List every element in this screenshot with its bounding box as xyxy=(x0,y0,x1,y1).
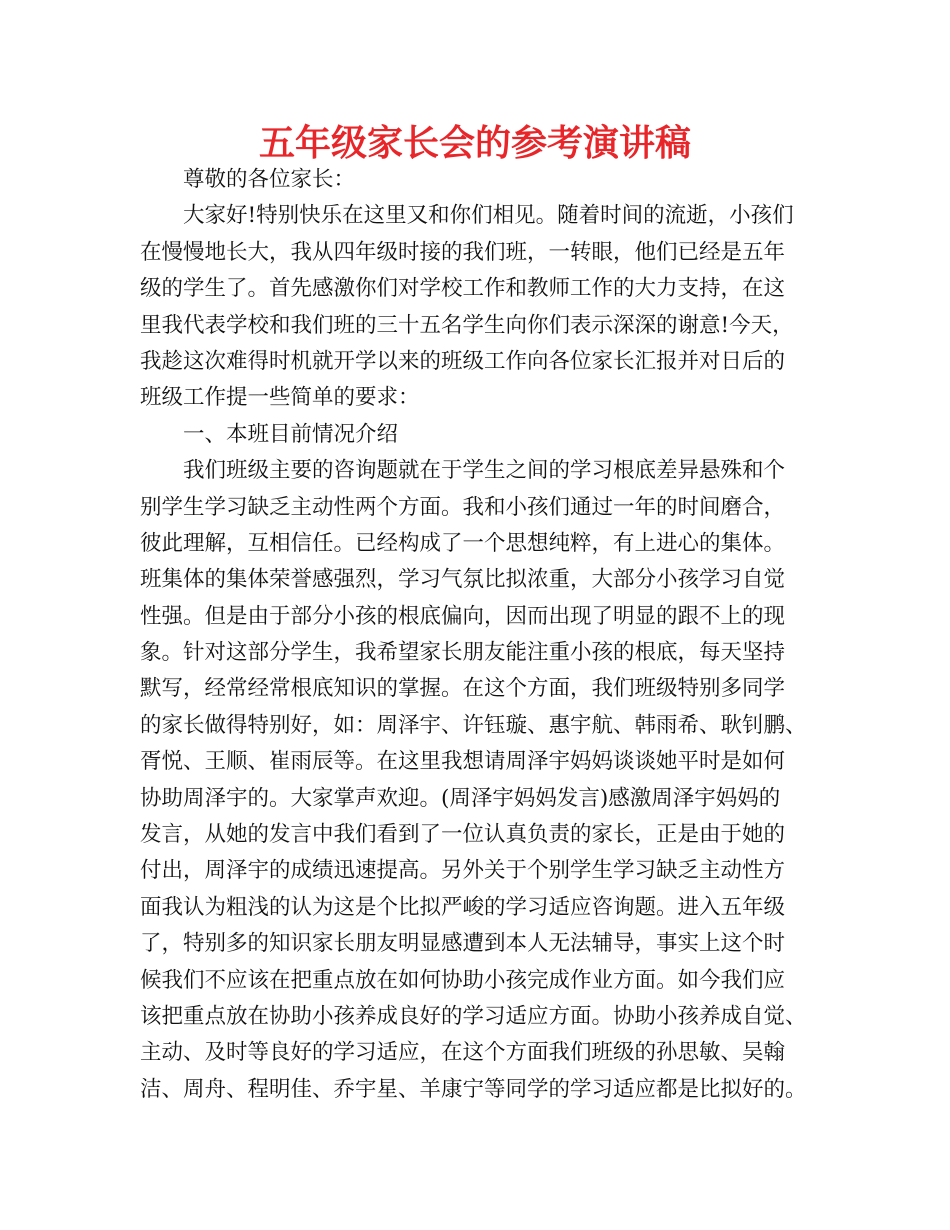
document-title: 五年级家长会的参考演讲稿 xyxy=(258,123,691,164)
text-line: 彼此理解，互相信任。已经构成了一个思想纯粹，有上进心的集体。 xyxy=(140,530,786,556)
document-body xyxy=(140,162,830,1108)
text-line: 班集体的集体荣誉感强烈，学习气氛比拟浓重，大部分小孩学习自觉 xyxy=(140,567,786,593)
text-line: 象。针对这部分学生，我希望家长朋友能注重小孩的根底，每天坚持 xyxy=(140,640,786,666)
text-line: 班级工作提一些简单的要求： xyxy=(140,385,420,411)
text-line: 级的学生了。首先感激你们对学校工作和教师工作的大力支持，在这 xyxy=(140,276,786,302)
text-line: 性强。但是由于部分小孩的根底偏向，因而出现了明显的跟不上的现 xyxy=(140,603,786,629)
text-line: 的家长做得特别好，如：周泽宇、许钰璇、惠宇航、韩雨希、耿钊鹏、 xyxy=(140,712,807,738)
text-line: 大家好!特别快乐在这里又和你们相见。随着时间的流逝，小孩们 xyxy=(183,203,794,229)
text-line: 该把重点放在协助小孩养成良好的学习适应方面。协助小孩养成自觉、 xyxy=(140,1003,807,1029)
text-line: 我趁这次难得时机就开学以来的班级工作向各位家长汇报并对日后的 xyxy=(140,348,786,374)
text-line: 尊敬的各位家长： xyxy=(183,167,356,192)
text-line: 了，特别多的知识家长朋友明显感遭到本人无法辅导，事实上这个时 xyxy=(140,931,786,957)
text-line: 协助周泽宇的。大家掌声欢迎。(周泽宇妈妈发言)感激周泽宇妈妈的 xyxy=(140,785,781,811)
text-line: 在慢慢地长大，我从四年级时接的我们班，一转眼，他们已经是五年 xyxy=(140,239,786,265)
text-line: 里我代表学校和我们班的三十五名学生向你们表示深深的谢意!今天， xyxy=(140,312,794,338)
text-line: 一、本班目前情况介绍 xyxy=(183,421,399,447)
text-line: 胥悦、王顺、崔雨辰等。在这里我想请周泽宇妈妈谈谈她平时是如何 xyxy=(140,749,786,775)
text-line: 面我认为粗浅的认为这是个比拟严峻的学习适应咨询题。进入五年级 xyxy=(140,894,786,920)
text-line: 发言，从她的发言中我们看到了一位认真负责的家长，正是由于她的 xyxy=(140,822,786,848)
text-line: 默写，经常经常根底知识的掌握。在这个方面，我们班级特别多同学 xyxy=(140,676,786,702)
text-line: 别学生学习缺乏主动性两个方面。我和小孩们通过一年的时间磨合， xyxy=(140,494,786,520)
text-line: 洁、周舟、程明佳、乔宇星、羊康宁等同学的学习适应都是比拟好的。 xyxy=(140,1076,807,1102)
text-line: 候我们不应该在把重点放在如何协助小孩完成作业方面。如今我们应 xyxy=(140,967,786,993)
text-line: 付出，周泽宇的成绩迅速提高。另外关于个别学生学习缺乏主动性方 xyxy=(140,858,786,884)
text-line: 我们班级主要的咨询题就在于学生之间的学习根底差异悬殊和个 xyxy=(183,458,786,484)
text-line: 主动、及时等良好的学习适应，在这个方面我们班级的孙思敏、吴翰 xyxy=(140,1040,786,1066)
